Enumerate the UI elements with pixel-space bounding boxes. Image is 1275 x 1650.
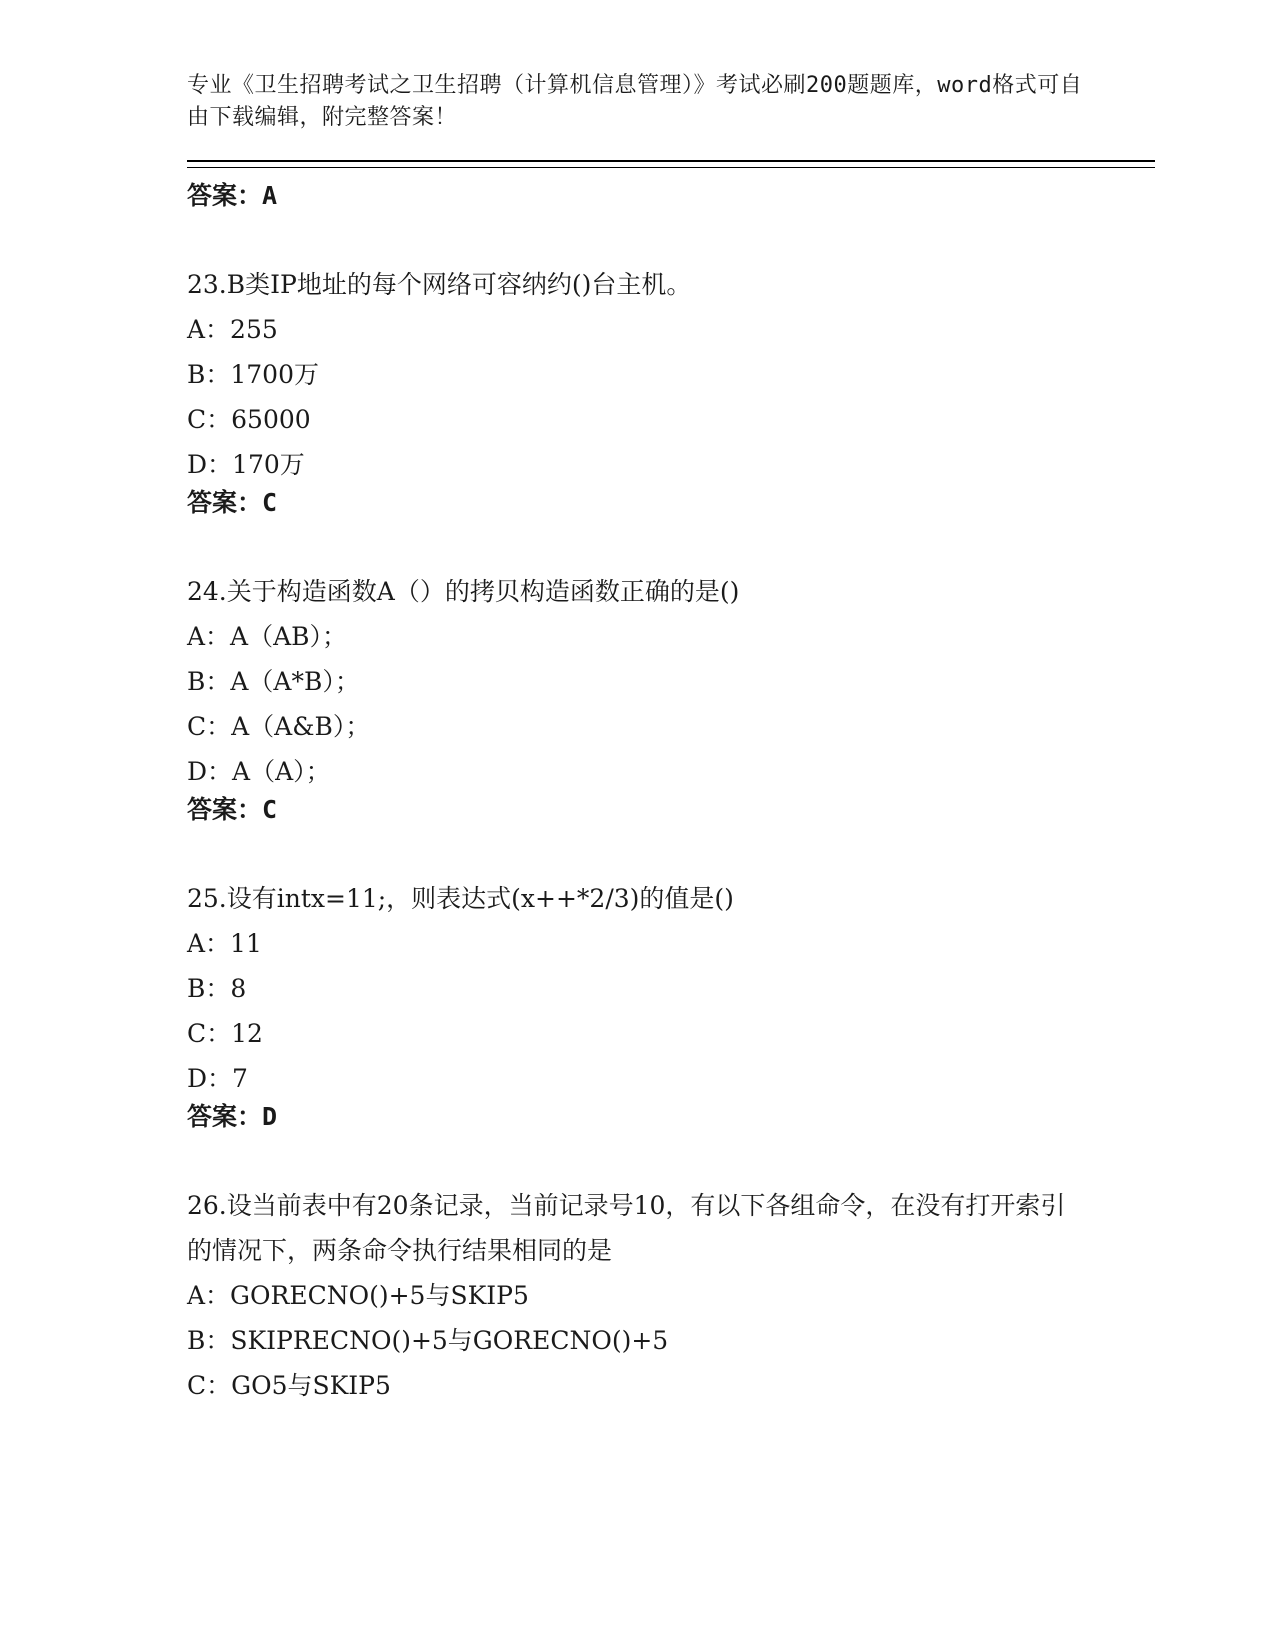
- option-c: C：65000: [187, 405, 311, 434]
- option-c: C：GO5与SKIP5: [187, 1371, 391, 1400]
- answer-line: 答案：D: [187, 1102, 278, 1131]
- question-stem: 24.关于构造函数A（）的拷贝构造函数正确的是(): [187, 577, 740, 606]
- option-list: [187, 1273, 1067, 1408]
- option-d: D：A（A）；: [187, 757, 331, 786]
- option-b: B：A（A*B）；: [187, 667, 360, 696]
- option-b: B：8: [187, 974, 247, 1003]
- option-b: B：SKIPRECNO()+5与GORECNO()+5: [187, 1326, 669, 1355]
- option-c: C：12: [187, 1019, 263, 1048]
- question-25: [187, 876, 1067, 1133]
- answer-line: 答案：C: [187, 488, 278, 517]
- option-c: C：A（A&B）；: [187, 712, 371, 741]
- answer-line: 答案：C: [187, 795, 278, 824]
- question-24: [187, 569, 1067, 826]
- header-divider: [187, 160, 1155, 168]
- question-26: [187, 1183, 1067, 1408]
- option-a: A：255: [187, 315, 278, 344]
- option-list: [187, 921, 1067, 1101]
- option-d: D：170万: [187, 450, 305, 479]
- option-list: [187, 307, 1067, 487]
- option-d: D：7: [187, 1064, 248, 1093]
- option-a: A：A（AB）；: [187, 622, 348, 651]
- question-stem: 25.设有intx=11;，则表达式(x++*2/3)的值是(): [187, 884, 734, 913]
- document-page: [187, 70, 1147, 1408]
- answer-line-previous: 答案：A: [187, 181, 278, 210]
- option-list: [187, 614, 1067, 794]
- option-b: B：1700万: [187, 360, 319, 389]
- option-a: A：GORECNO()+5与SKIP5: [187, 1281, 529, 1310]
- option-a: A：11: [187, 929, 262, 958]
- document-header: 专业《卫生招聘考试之卫生招聘（计算机信息管理）》考试必刷200题题库，word格式可自由下载编辑，附完整答案！: [187, 73, 1083, 130]
- question-stem: 26.设当前表中有20条记录，当前记录号10，有以下各组命令，在没有打开索引的情况下，两条命令执行结果相同的是: [187, 1191, 1066, 1265]
- question-stem: 23.B类IP地址的每个网络可容纳约()台主机。: [187, 270, 692, 299]
- question-23: [187, 262, 1067, 519]
